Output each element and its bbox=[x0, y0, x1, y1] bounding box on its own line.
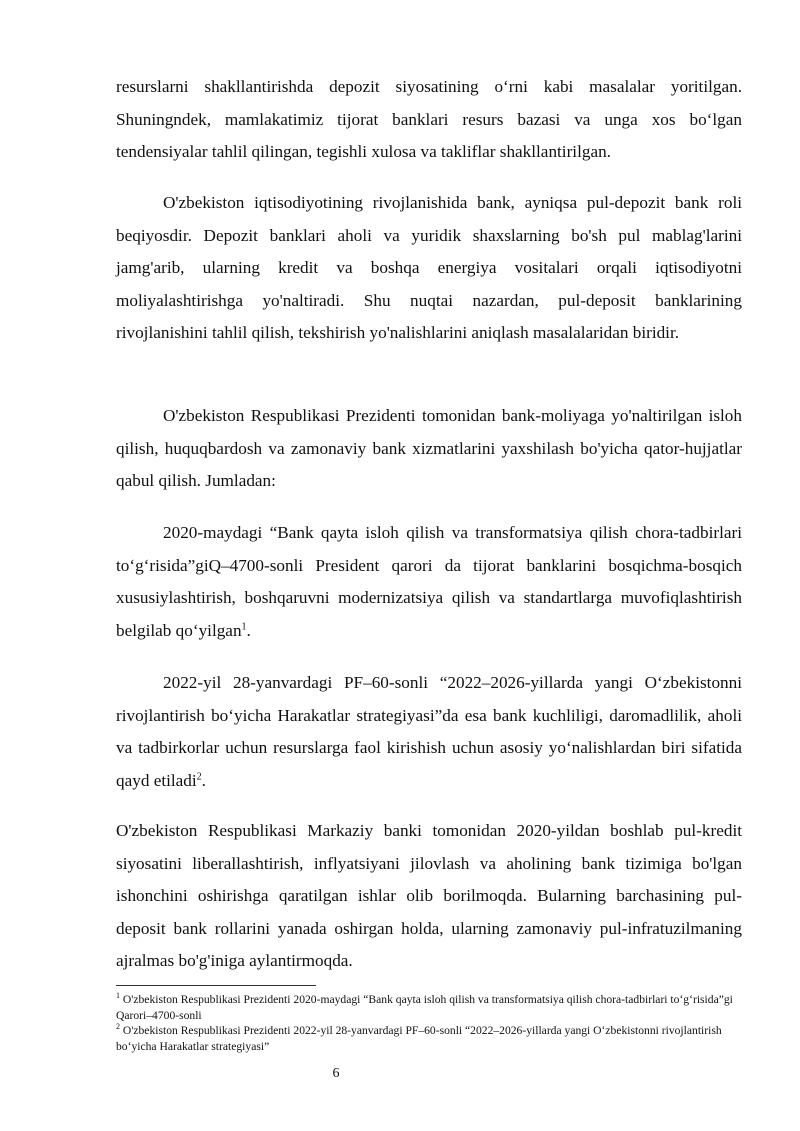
footnote-number-1: 1 bbox=[116, 991, 120, 1001]
paragraph-president-reforms: O'zbekiston Respublikasi Prezidenti tomonidan bank-moliyaga yo'naltirilgan isloh qilish, huquqbardosh va zamonaviy bank xizmatlarini yaxshilash bo'yicha qator-hujjatlar qabul qilish. Jumladan: bbox=[116, 406, 742, 490]
footnote-1: $^1$ O'zbekiston Respublikasi Prezidenti 2020-maydagi “Bank qayta isloh qilish va transformatsiya qilish chora-tadbirlari to‘g‘risida”gi Qarori–4700-sonli bbox=[116, 991, 733, 1022]
footnote-reference-2: 2 bbox=[196, 770, 202, 782]
page-number: 6 bbox=[332, 1066, 340, 1081]
paragraph-intro-continuation: resurslarni shakllantirishda depozit siyosatining o‘rni kabi masalalar yoritilgan. Shuningndek, mamlakatimiz tijorat banklari resurs bazasi va unga xos bo‘lgan tendensiyalar tahlil qilingan, tegishli xulosa va takliflar shakllantirilgan. bbox=[116, 77, 742, 161]
footnote-separator bbox=[116, 985, 316, 986]
paragraph-2022-strategy: 2022-yil 28-yanvardagi PF–60-sonli “2022–2026-yillarda yangi O‘zbekistonni rivojlantirish bo‘yicha Harakatlar strategiyasi”da esa bank kuchliligi, daromadlilik, aholi va tadbirkorlar uchun resurslarga faol kirishish uchun asosiy yo‘nalishlardan biri sifatida qayd etiladi$^2$. bbox=[116, 673, 742, 790]
footnote-2: $^2$ O'zbekiston Respublikasi Prezidenti 2022-yil 28-yanvardagi PF–60-sonli “2022–2026-yillarda yangi O‘zbekistonni rivojlantirish bo‘yicha Harakatlar strategiyasi” bbox=[116, 1022, 722, 1053]
paragraph-central-bank: O'zbekiston Respublikasi Markaziy banki tomonidan 2020-yildan boshlab pul-kredit siyosatini liberallashtirish, inflyatsiyani jilovlash va aholining bank tizimiga bo'lgan ishonchini oshirishga qaratilgan ishlar olib borilmoqda. Bularning barchasining pul-deposit bank rollarini yanada oshirgan holda, ularning zamonaviy pul-infratuzilmaning ajralmas bo'g'iniga aylantirmoqda. bbox=[116, 821, 742, 970]
footnote-reference-1: 1 bbox=[241, 620, 247, 632]
paragraph-bank-role: O'zbekiston iqtisodiyotining rivojlanishida bank, ayniqsa pul-depozit bank roli beqiyosdir. Depozit banklari aholi va yuridik shaxslarning bo'sh pul mablag'larini jamg'arib, ularning kredit va boshqa energiya vositalari orqali iqtisodiyotni moliyalashtirishga yo'naltiradi. Shu nuqtai nazardan, pul-deposit banklarining rivojlanishini tahlil qilish, tekshirish yo'nalishlarini aniqlash masalalaridan biridir. bbox=[116, 193, 742, 342]
paragraph-2020-decree: 2020-maydagi “Bank qayta isloh qilish va transformatsiya qilish chora-tadbirlari to‘g‘risida”giQ–4700-sonli President qarori da tijorat banklarini bosqichma-bosqich xususiylashtirish, boshqaruvni modernizatsiya qilish va standartlarga muvofiqlashtirish belgilab qo‘yilgan$^1$. bbox=[116, 523, 742, 640]
footnote-number-2: 2 bbox=[116, 1022, 120, 1032]
